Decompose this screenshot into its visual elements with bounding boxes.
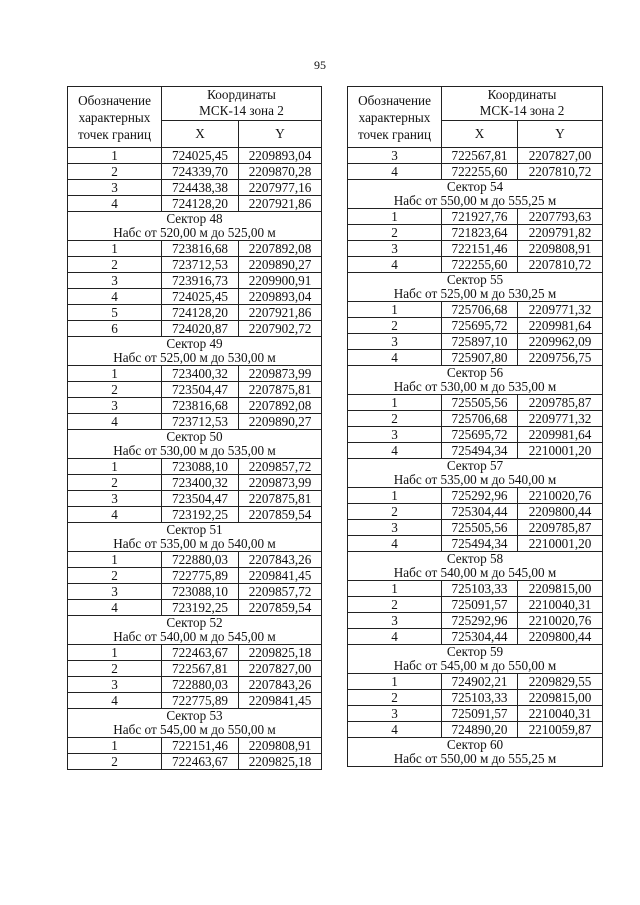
sector-title: Сектор 59	[348, 645, 603, 660]
point-number: 2	[68, 661, 162, 677]
header-coordinates	[162, 87, 322, 121]
point-row	[348, 225, 603, 241]
point-number: 1	[68, 552, 162, 568]
point-number: 4	[348, 164, 442, 180]
point-row	[68, 677, 322, 693]
point-number: 3	[68, 491, 162, 507]
point-row	[348, 395, 603, 411]
point-row	[68, 475, 322, 491]
sector-title: Сектор 48	[68, 212, 322, 227]
point-row	[68, 552, 322, 568]
point-number: 1	[68, 148, 162, 164]
header-group-line: МСК-14 зона 2	[199, 103, 284, 119]
coordinate-x: 724128,20	[162, 196, 239, 212]
header-point-designation	[348, 87, 442, 148]
point-number: 2	[68, 754, 162, 770]
point-row	[348, 629, 603, 645]
coordinate-x: 722567,81	[162, 661, 239, 677]
header-label-line: точек границ	[77, 126, 152, 142]
coordinate-y: 2207892,08	[239, 241, 322, 257]
point-row	[348, 318, 603, 334]
point-row	[348, 302, 603, 318]
coordinate-x: 725103,33	[442, 581, 518, 597]
coordinate-x: 725706,68	[442, 411, 518, 427]
point-row	[348, 488, 603, 504]
coordinate-y: 2207921,86	[239, 305, 322, 321]
table-body-left	[68, 148, 322, 770]
coordinate-y: 2207875,81	[239, 382, 322, 398]
coordinate-x: 725505,56	[442, 520, 518, 536]
coordinate-y: 2207892,08	[239, 398, 322, 414]
point-number: 3	[348, 241, 442, 257]
coordinate-y: 2209825,18	[239, 754, 322, 770]
sector-title: Сектор 53	[68, 709, 322, 724]
table-body-right	[348, 148, 603, 767]
coordinate-x: 724025,45	[162, 148, 239, 164]
coordinate-y: 2207810,72	[518, 164, 603, 180]
coordinate-y: 2207843,26	[239, 552, 322, 568]
point-row	[68, 148, 322, 164]
point-row	[348, 209, 603, 225]
point-number: 3	[348, 706, 442, 722]
sector-title-row	[68, 430, 322, 445]
coordinate-x: 722255,60	[442, 257, 518, 273]
coordinate-y: 2209771,32	[518, 411, 603, 427]
sector-title: Сектор 51	[68, 523, 322, 538]
sector-title-row	[348, 645, 603, 660]
point-row	[348, 597, 603, 613]
header-group-line: Координаты	[487, 87, 557, 103]
sector-title: Сектор 55	[348, 273, 603, 288]
coordinate-x: 723400,32	[162, 366, 239, 382]
coordinate-y: 2207859,54	[239, 600, 322, 616]
coordinate-x: 725304,44	[442, 504, 518, 520]
coordinate-y: 2207902,72	[239, 321, 322, 337]
point-number: 4	[68, 507, 162, 523]
header-label-line: характерных	[78, 109, 151, 125]
point-number: 1	[348, 581, 442, 597]
coordinates-table-right	[347, 86, 603, 767]
coordinate-x: 723400,32	[162, 475, 239, 491]
coordinate-y: 2209808,91	[239, 738, 322, 754]
coordinate-x: 725897,10	[442, 334, 518, 350]
coordinate-x: 725505,56	[442, 395, 518, 411]
point-row	[348, 241, 603, 257]
coordinate-y: 2209829,55	[518, 674, 603, 690]
point-number: 4	[68, 289, 162, 305]
point-number: 6	[68, 321, 162, 337]
header-point-designation	[68, 87, 162, 148]
sector-elevation-range: Набс от 520,00 м до 525,00 м	[68, 226, 322, 241]
point-row	[68, 164, 322, 180]
coordinate-y: 2209857,72	[239, 584, 322, 600]
coordinate-x: 722463,67	[162, 645, 239, 661]
coordinate-y: 2209893,04	[239, 148, 322, 164]
sector-range-row	[68, 537, 322, 552]
coordinate-x: 725304,44	[442, 629, 518, 645]
point-row	[68, 321, 322, 337]
point-number: 3	[348, 148, 442, 164]
coordinate-x: 722775,89	[162, 568, 239, 584]
page-number: 95	[314, 58, 326, 72]
point-row	[348, 427, 603, 443]
coordinate-x: 723504,47	[162, 382, 239, 398]
sector-title: Сектор 50	[68, 430, 322, 445]
point-row	[348, 722, 603, 738]
coordinate-y: 2210001,20	[518, 536, 603, 552]
point-number: 1	[348, 209, 442, 225]
sector-title: Сектор 60	[348, 738, 603, 753]
header-x: X	[162, 120, 239, 147]
coordinate-y: 2210020,76	[518, 613, 603, 629]
coordinate-x: 723088,10	[162, 584, 239, 600]
coordinate-y: 2207827,00	[518, 148, 603, 164]
point-number: 1	[348, 674, 442, 690]
point-row	[68, 366, 322, 382]
sector-range-row	[348, 659, 603, 674]
sector-title: Сектор 52	[68, 616, 322, 631]
coordinate-x: 721927,76	[442, 209, 518, 225]
coordinate-x: 724438,38	[162, 180, 239, 196]
sector-elevation-range: Набс от 550,00 м до 555,25 м	[348, 194, 603, 209]
point-number: 1	[68, 366, 162, 382]
coordinate-x: 722255,60	[442, 164, 518, 180]
coordinate-x: 725907,80	[442, 350, 518, 366]
coordinate-y: 2209870,28	[239, 164, 322, 180]
coordinate-y: 2209785,87	[518, 520, 603, 536]
coordinate-y: 2209771,32	[518, 302, 603, 318]
point-number: 2	[68, 382, 162, 398]
coordinate-y: 2209890,27	[239, 414, 322, 430]
point-number: 1	[68, 459, 162, 475]
sector-elevation-range: Набс от 530,00 м до 535,00 м	[68, 444, 322, 459]
coordinate-x: 722775,89	[162, 693, 239, 709]
coordinate-x: 725292,96	[442, 488, 518, 504]
coordinate-y: 2209825,18	[239, 645, 322, 661]
sector-title-row	[348, 273, 603, 288]
sector-title-row	[68, 523, 322, 538]
point-number: 4	[68, 414, 162, 430]
point-number: 1	[348, 488, 442, 504]
coordinate-x: 723088,10	[162, 459, 239, 475]
coordinate-x: 723816,68	[162, 398, 239, 414]
point-number: 5	[68, 305, 162, 321]
coordinate-x: 725706,68	[442, 302, 518, 318]
coordinate-x: 723504,47	[162, 491, 239, 507]
point-number: 1	[68, 738, 162, 754]
coordinate-y: 2209800,44	[518, 504, 603, 520]
point-row	[68, 693, 322, 709]
sector-title-row	[348, 180, 603, 195]
sector-range-row	[68, 351, 322, 366]
sector-elevation-range: Набс от 545,00 м до 550,00 м	[348, 659, 603, 674]
coordinate-x: 723816,68	[162, 241, 239, 257]
sector-title-row	[348, 738, 603, 753]
point-number: 3	[68, 273, 162, 289]
point-number: 1	[348, 302, 442, 318]
sector-title: Сектор 58	[348, 552, 603, 567]
point-number: 3	[348, 520, 442, 536]
point-row	[68, 459, 322, 475]
coordinate-x: 725695,72	[442, 427, 518, 443]
coordinate-x: 722880,03	[162, 677, 239, 693]
sector-range-row	[348, 194, 603, 209]
coordinate-y: 2207827,00	[239, 661, 322, 677]
coordinate-x: 722880,03	[162, 552, 239, 568]
point-row	[348, 690, 603, 706]
coordinate-y: 2209815,00	[518, 690, 603, 706]
coordinate-y: 2210040,31	[518, 706, 603, 722]
point-row	[68, 491, 322, 507]
sector-elevation-range: Набс от 545,00 м до 550,00 м	[68, 723, 322, 738]
sector-range-row	[68, 444, 322, 459]
coordinate-x: 724025,45	[162, 289, 239, 305]
coordinate-y: 2210040,31	[518, 597, 603, 613]
point-number: 4	[348, 350, 442, 366]
coordinate-x: 721823,64	[442, 225, 518, 241]
point-number: 3	[68, 180, 162, 196]
coordinate-y: 2209800,44	[518, 629, 603, 645]
point-number: 4	[68, 693, 162, 709]
point-number: 3	[68, 584, 162, 600]
point-number: 4	[348, 722, 442, 738]
point-number: 2	[348, 504, 442, 520]
point-row	[348, 257, 603, 273]
sector-elevation-range: Набс от 550,00 м до 555,25 м	[348, 752, 603, 767]
header-label-line: точек границ	[357, 126, 432, 142]
coordinate-y: 2207843,26	[239, 677, 322, 693]
point-number: 1	[348, 395, 442, 411]
point-row	[68, 257, 322, 273]
coordinate-x: 725292,96	[442, 613, 518, 629]
coordinate-y: 2207977,16	[239, 180, 322, 196]
point-row	[68, 568, 322, 584]
point-row	[348, 520, 603, 536]
sector-title-row	[68, 337, 322, 352]
sector-elevation-range: Набс от 530,00 м до 535,00 м	[348, 380, 603, 395]
sector-elevation-range: Набс от 540,00 м до 545,00 м	[348, 566, 603, 581]
point-row	[348, 411, 603, 427]
coordinate-x: 722151,46	[162, 738, 239, 754]
coordinate-y: 2209808,91	[518, 241, 603, 257]
point-row	[68, 382, 322, 398]
header-label-line: Обозначение	[78, 92, 151, 108]
sector-title: Сектор 54	[348, 180, 603, 195]
point-number: 2	[348, 690, 442, 706]
header-y: Y	[518, 120, 603, 147]
coordinate-x: 723712,53	[162, 414, 239, 430]
coordinate-y: 2209981,64	[518, 318, 603, 334]
sector-range-row	[348, 752, 603, 767]
point-number: 1	[68, 241, 162, 257]
point-row	[348, 581, 603, 597]
header-label-line: характерных	[358, 109, 431, 125]
coordinate-y: 2209873,99	[239, 366, 322, 382]
point-number: 2	[68, 568, 162, 584]
coordinate-y: 2209857,72	[239, 459, 322, 475]
point-row	[348, 148, 603, 164]
point-row	[68, 273, 322, 289]
sector-title-row	[68, 212, 322, 227]
point-row	[68, 289, 322, 305]
coordinate-x: 724902,21	[442, 674, 518, 690]
coordinate-y: 2209900,91	[239, 273, 322, 289]
coordinate-y: 2209785,87	[518, 395, 603, 411]
sector-elevation-range: Набс от 535,00 м до 540,00 м	[68, 537, 322, 552]
point-number: 1	[68, 645, 162, 661]
coordinate-y: 2209962,09	[518, 334, 603, 350]
coordinate-y: 2207921,86	[239, 196, 322, 212]
point-row	[68, 398, 322, 414]
sector-range-row	[348, 380, 603, 395]
sector-range-row	[68, 226, 322, 241]
sector-range-row	[68, 630, 322, 645]
coordinate-y: 2207875,81	[239, 491, 322, 507]
coordinate-x: 724890,20	[442, 722, 518, 738]
point-row	[348, 443, 603, 459]
point-row	[68, 661, 322, 677]
coordinate-x: 725091,57	[442, 706, 518, 722]
sector-elevation-range: Набс от 525,00 м до 530,25 м	[348, 287, 603, 302]
point-row	[68, 600, 322, 616]
coordinate-x: 725103,33	[442, 690, 518, 706]
coordinate-x: 722463,67	[162, 754, 239, 770]
point-number: 2	[348, 597, 442, 613]
coordinate-x: 723192,25	[162, 600, 239, 616]
coordinates-table-left	[67, 86, 322, 770]
header-group-line: Координаты	[207, 87, 276, 103]
point-number: 3	[68, 677, 162, 693]
point-row	[68, 584, 322, 600]
point-number: 2	[348, 225, 442, 241]
sector-range-row	[348, 566, 603, 581]
coordinate-y: 2207810,72	[518, 257, 603, 273]
coordinate-y: 2210001,20	[518, 443, 603, 459]
coordinate-y: 2207793,63	[518, 209, 603, 225]
coordinate-y: 2209815,00	[518, 581, 603, 597]
point-row	[68, 414, 322, 430]
point-number: 2	[348, 318, 442, 334]
header-group-line: МСК-14 зона 2	[479, 103, 565, 119]
point-row	[348, 350, 603, 366]
point-row	[68, 738, 322, 754]
point-row	[348, 706, 603, 722]
coordinate-y: 2209873,99	[239, 475, 322, 491]
sector-title: Сектор 57	[348, 459, 603, 474]
point-number: 4	[68, 600, 162, 616]
sector-elevation-range: Набс от 540,00 м до 545,00 м	[68, 630, 322, 645]
coordinate-x: 722151,46	[442, 241, 518, 257]
point-row	[68, 180, 322, 196]
coordinate-y: 2209841,45	[239, 693, 322, 709]
coordinate-y: 2209791,82	[518, 225, 603, 241]
point-row	[348, 164, 603, 180]
sector-elevation-range: Набс от 535,00 м до 540,00 м	[348, 473, 603, 488]
coordinate-x: 725494,34	[442, 536, 518, 552]
coordinate-x: 724020,87	[162, 321, 239, 337]
point-number: 2	[68, 475, 162, 491]
sector-range-row	[68, 723, 322, 738]
sector-title-row	[348, 459, 603, 474]
sector-title: Сектор 49	[68, 337, 322, 352]
point-number: 2	[68, 257, 162, 273]
point-row	[348, 613, 603, 629]
point-number: 3	[348, 334, 442, 350]
coordinate-y: 2209981,64	[518, 427, 603, 443]
coordinate-y: 2209756,75	[518, 350, 603, 366]
sector-title-row	[68, 709, 322, 724]
point-row	[348, 674, 603, 690]
point-number: 4	[68, 196, 162, 212]
sector-title: Сектор 56	[348, 366, 603, 381]
point-number: 4	[348, 257, 442, 273]
coordinate-x: 725494,34	[442, 443, 518, 459]
header-coordinates	[442, 87, 603, 121]
point-row	[348, 504, 603, 520]
coordinate-x: 724339,70	[162, 164, 239, 180]
point-number: 4	[348, 629, 442, 645]
point-row	[68, 241, 322, 257]
coordinate-x: 723712,53	[162, 257, 239, 273]
coordinate-y: 2210020,76	[518, 488, 603, 504]
point-number: 3	[348, 427, 442, 443]
point-row	[348, 334, 603, 350]
sector-title-row	[68, 616, 322, 631]
sector-title-row	[348, 366, 603, 381]
coordinate-y: 2209841,45	[239, 568, 322, 584]
coordinate-y: 2207859,54	[239, 507, 322, 523]
coordinate-y: 2209893,04	[239, 289, 322, 305]
point-number: 2	[68, 164, 162, 180]
sector-range-row	[348, 473, 603, 488]
point-number: 3	[68, 398, 162, 414]
point-row	[68, 645, 322, 661]
sector-range-row	[348, 287, 603, 302]
sector-title-row	[348, 552, 603, 567]
coordinate-x: 723192,25	[162, 507, 239, 523]
point-row	[68, 196, 322, 212]
point-number: 4	[348, 443, 442, 459]
header-label-line: Обозначение	[358, 92, 431, 108]
sector-elevation-range: Набс от 525,00 м до 530,00 м	[68, 351, 322, 366]
point-row	[348, 536, 603, 552]
header-x: X	[442, 120, 518, 147]
point-row	[68, 507, 322, 523]
coordinate-y: 2210059,87	[518, 722, 603, 738]
point-row	[68, 754, 322, 770]
point-number: 3	[348, 613, 442, 629]
coordinate-y: 2209890,27	[239, 257, 322, 273]
coordinate-x: 723916,73	[162, 273, 239, 289]
coordinate-x: 724128,20	[162, 305, 239, 321]
point-number: 2	[348, 411, 442, 427]
coordinate-x: 722567,81	[442, 148, 518, 164]
point-number: 4	[348, 536, 442, 552]
coordinate-x: 725695,72	[442, 318, 518, 334]
header-y: Y	[239, 120, 322, 147]
point-row	[68, 305, 322, 321]
coordinate-x: 725091,57	[442, 597, 518, 613]
